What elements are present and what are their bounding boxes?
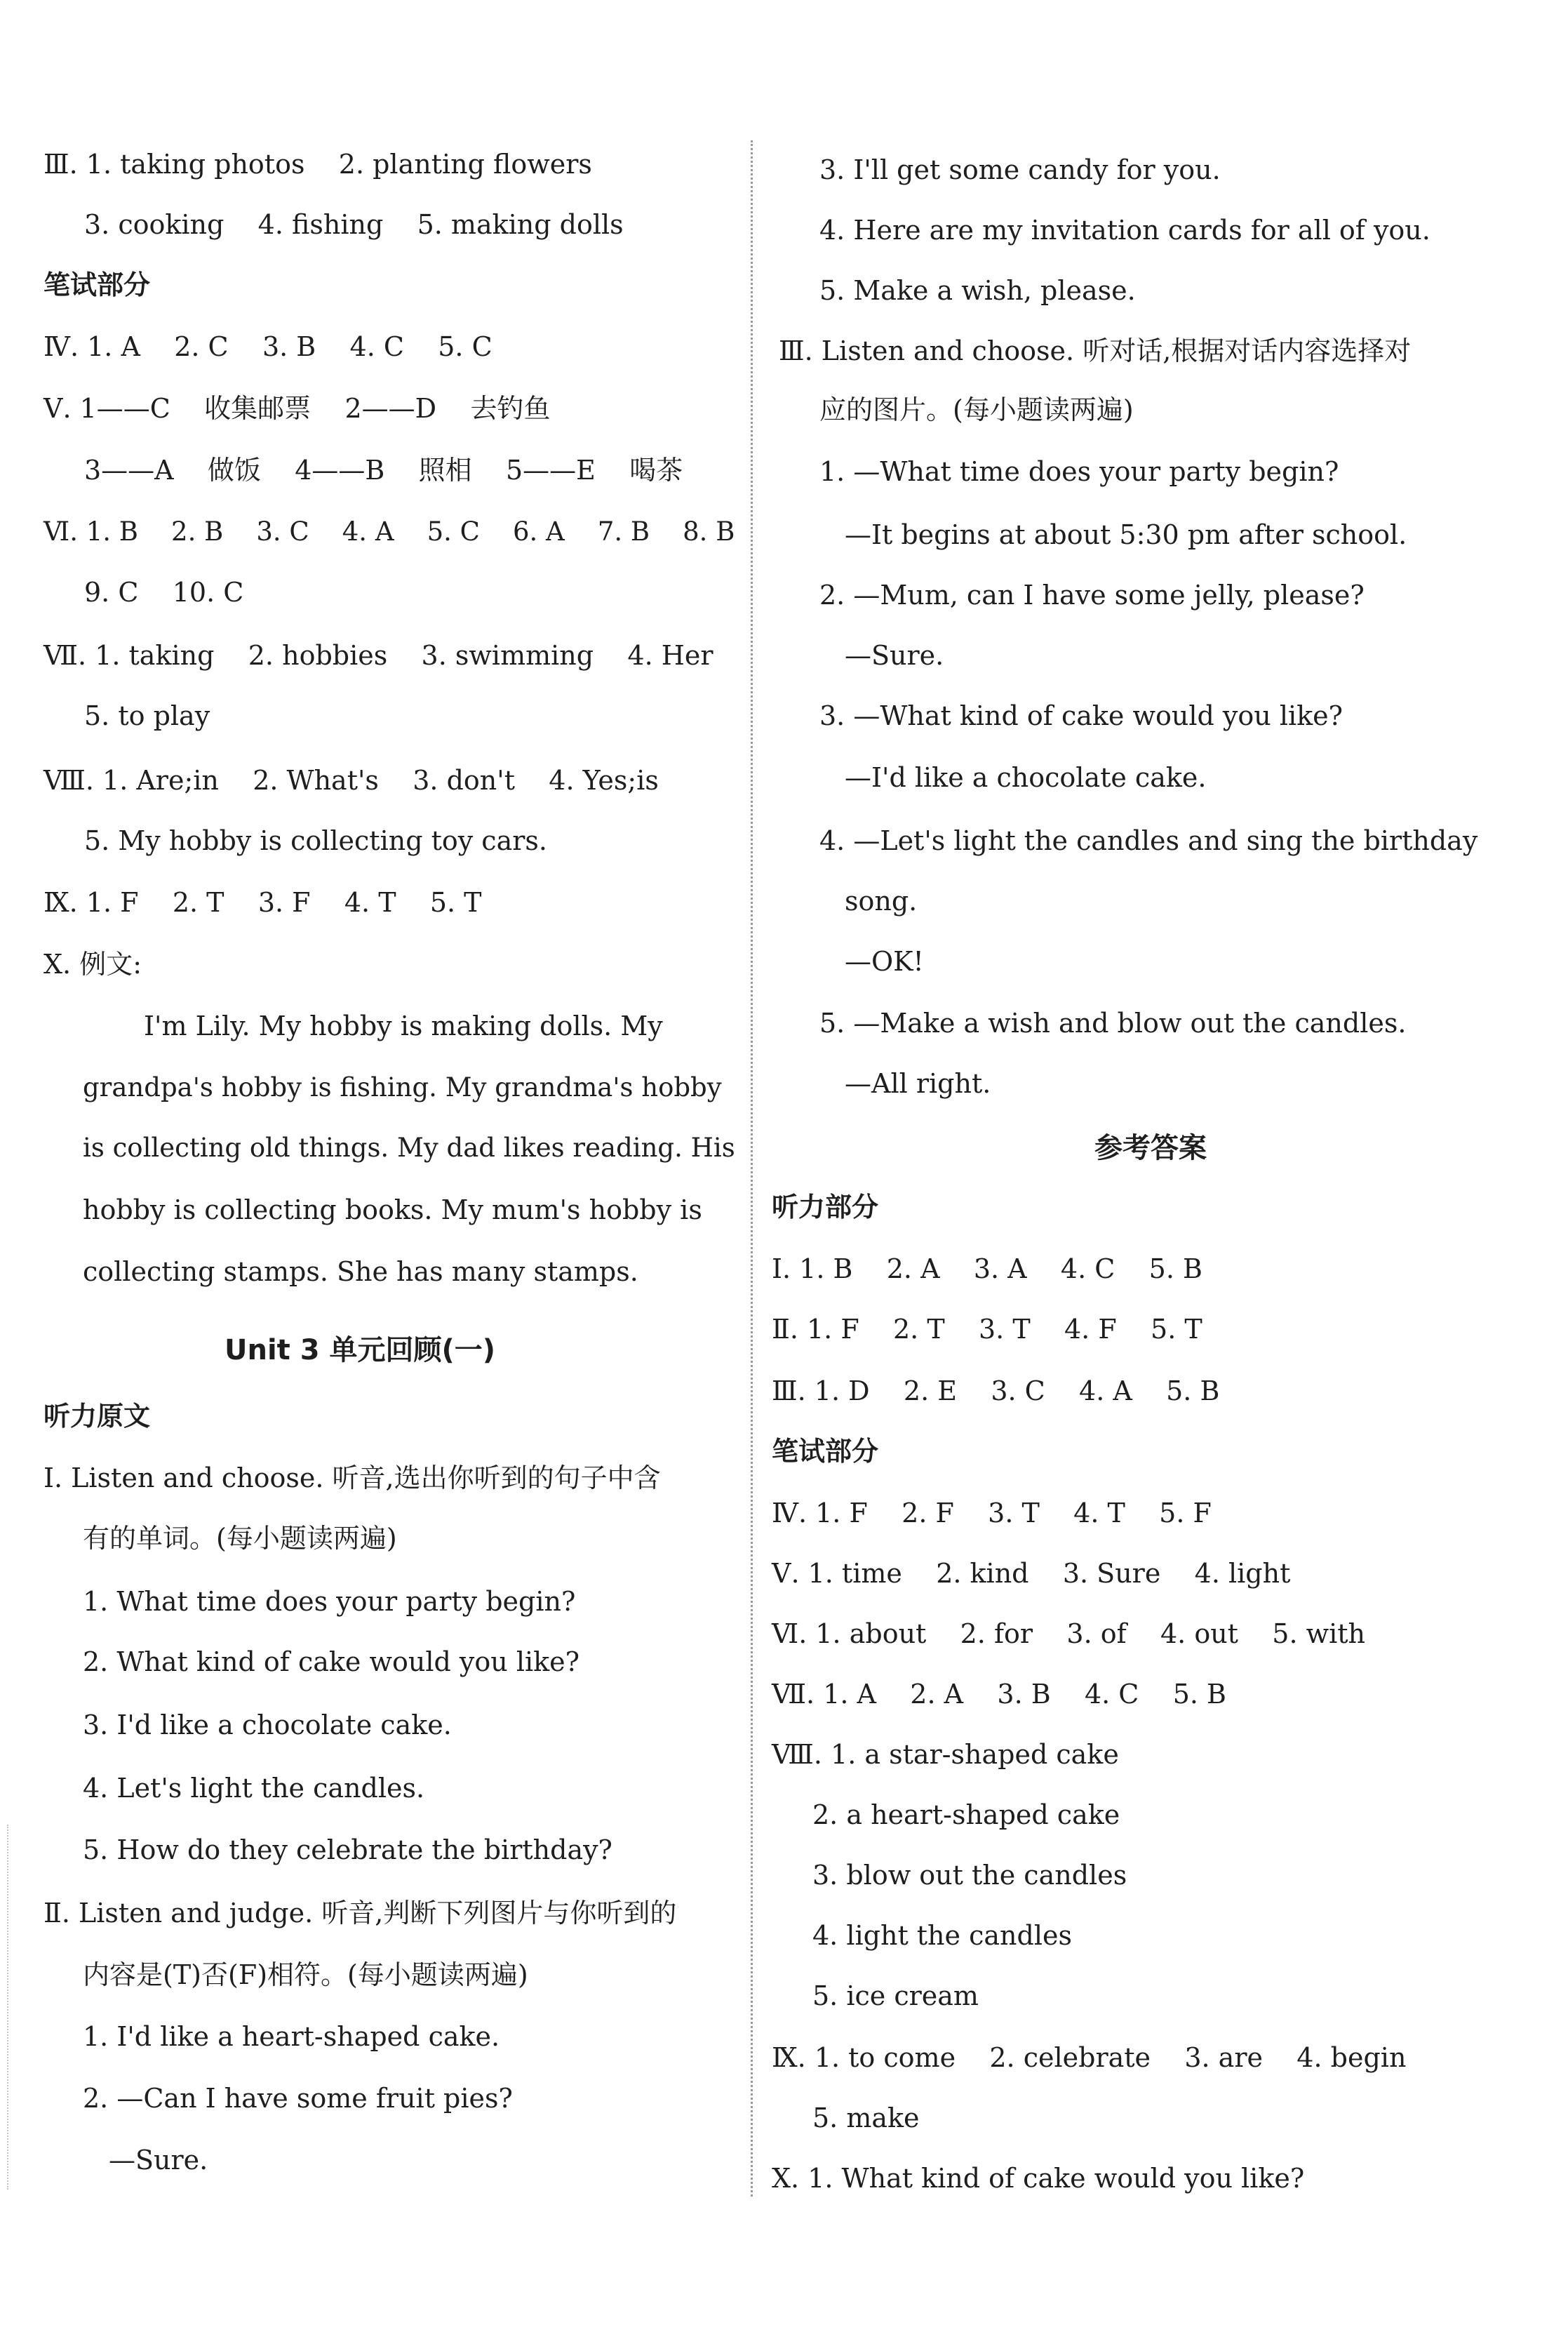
script-1-item-2: 2. What kind of cake would you like? <box>83 1646 580 1677</box>
line-5-2: 3——A 做饭 4——B 照相 5——E 喝茶 <box>84 455 683 486</box>
script-2-item-4: 4. Here are my invitation cards for all of you. <box>819 215 1430 246</box>
script-3-item-4-reply: —OK! <box>845 946 924 977</box>
answer-10-1: Ⅹ. 1. What kind of cake would you like? <box>772 2163 1305 2194</box>
essay-line-1: I'm Lily. My hobby is making dolls. My <box>144 1011 663 1041</box>
essay-line-2: grandpa's hobby is fishing. My grandma's hobby <box>83 1072 722 1102</box>
answer-8-3: 3. blow out the candles <box>812 1860 1127 1891</box>
answer-4: Ⅳ. 1. F 2. F 3. T 4. T 5. F <box>772 1498 1212 1528</box>
column-divider <box>751 140 753 2197</box>
line-3-1: Ⅲ. 1. taking photos 2. planting flowers <box>43 149 592 180</box>
left-column <box>0 0 744 2332</box>
script-1-instruction-2: 有的单词。(每小题读两遍) <box>83 1523 397 1554</box>
script-3-item-4: 4. —Let's light the candles and sing the birthday <box>819 825 1478 856</box>
script-2-instruction-2: 内容是(T)否(F)相符。(每小题读两遍) <box>83 1959 528 1990</box>
script-3-item-3-reply: —I'd like a chocolate cake. <box>845 762 1207 793</box>
page-edge-mark <box>7 1825 8 2190</box>
script-2-instruction-1: Ⅱ. Listen and judge. 听音,判断下列图片与你听到的 <box>43 1898 677 1928</box>
script-3-item-4-cont: song. <box>845 886 918 917</box>
answer-3: Ⅲ. 1. D 2. E 3. C 4. A 5. B <box>772 1375 1220 1406</box>
answer-8-2: 2. a heart-shaped cake <box>812 1799 1120 1830</box>
script-2-item-5: 5. Make a wish, please. <box>819 275 1136 306</box>
script-3-instruction-1: Ⅲ. Listen and choose. 听对话,根据对话内容选择对 <box>779 335 1412 366</box>
line-4: Ⅳ. 1. A 2. C 3. B 4. C 5. C <box>43 331 492 362</box>
script-3-item-2-reply: —Sure. <box>845 640 944 671</box>
script-3-instruction-2: 应的图片。(每小题读两遍) <box>819 394 1134 425</box>
answer-8-5: 5. ice cream <box>812 1980 979 2011</box>
script-2-item-3: 3. I'll get some candy for you. <box>819 154 1221 185</box>
line-7-2: 5. to play <box>84 700 210 731</box>
answer-9-2: 5. make <box>812 2103 920 2133</box>
script-2-item-2: 2. —Can I have some fruit pies? <box>83 2083 513 2114</box>
line-8-1: Ⅷ. 1. Are;in 2. What's 3. don't 4. Yes;is <box>43 765 659 796</box>
line-9: Ⅸ. 1. F 2. T 3. F 4. T 5. T <box>43 887 482 918</box>
answer-7: Ⅶ. 1. A 2. A 3. B 4. C 5. B <box>772 1679 1226 1710</box>
line-3-2: 3. cooking 4. fishing 5. making dolls <box>84 209 624 240</box>
line-10-label: Ⅹ. 例文: <box>43 949 142 980</box>
script-3-item-1-reply: —It begins at about 5:30 pm after school. <box>845 519 1407 550</box>
line-5-1: Ⅴ. 1——C 收集邮票 2——D 去钓鱼 <box>43 393 551 424</box>
script-1-item-1: 1. What time does your party begin? <box>83 1586 576 1617</box>
script-3-item-1: 1. —What time does your party begin? <box>819 456 1339 487</box>
answers-title: 参考答案 <box>1094 1132 1207 1164</box>
script-2-item-2-reply: —Sure. <box>109 2145 208 2176</box>
script-1-item-5: 5. How do they celebrate the birthday? <box>83 1834 612 1865</box>
script-3-item-2: 2. —Mum, can I have some jelly, please? <box>819 580 1365 611</box>
script-3-item-5-reply: —All right. <box>845 1068 991 1099</box>
section-heading-written: 笔试部分 <box>43 269 151 300</box>
section-heading-listening: 听力部分 <box>772 1192 879 1222</box>
answer-8-1: Ⅷ. 1. a star-shaped cake <box>772 1739 1119 1770</box>
section-heading-listening-script: 听力原文 <box>43 1401 151 1432</box>
line-6-2: 9. C 10. C <box>84 577 244 608</box>
script-1-item-3: 3. I'd like a chocolate cake. <box>83 1710 452 1740</box>
answer-2: Ⅱ. 1. F 2. T 3. T 4. F 5. T <box>772 1314 1202 1345</box>
essay-line-3: is collecting old things. My dad likes reading. His <box>83 1133 735 1163</box>
answer-8-4: 4. light the candles <box>812 1920 1072 1951</box>
essay-line-5: collecting stamps. She has many stamps. <box>83 1256 638 1287</box>
essay-line-4: hobby is collecting books. My mum's hobby is <box>83 1194 702 1225</box>
script-1-instruction-1: Ⅰ. Listen and choose. 听音,选出你听到的句子中含 <box>43 1463 661 1493</box>
script-3-item-5: 5. —Make a wish and blow out the candles. <box>819 1008 1407 1039</box>
unit-title: Unit 3 单元回顾(一) <box>225 1334 496 1366</box>
script-2-item-1: 1. I'd like a heart-shaped cake. <box>83 2021 500 2052</box>
line-7-1: Ⅶ. 1. taking 2. hobbies 3. swimming 4. Her <box>43 640 713 671</box>
answer-9-1: Ⅸ. 1. to come 2. celebrate 3. are 4. begin <box>772 2042 1407 2073</box>
script-3-item-3: 3. —What kind of cake would you like? <box>819 700 1343 731</box>
line-8-2: 5. My hobby is collecting toy cars. <box>84 825 547 856</box>
answer-6: Ⅵ. 1. about 2. for 3. of 4. out 5. with <box>772 1618 1366 1649</box>
right-column <box>758 0 1564 2332</box>
line-6-1: Ⅵ. 1. B 2. B 3. C 4. A 5. C 6. A 7. B 8. B <box>43 517 735 547</box>
script-1-item-4: 4. Let's light the candles. <box>83 1773 425 1804</box>
answer-5: Ⅴ. 1. time 2. kind 3. Sure 4. light <box>772 1558 1291 1589</box>
section-heading-written-answers: 笔试部分 <box>772 1436 879 1467</box>
answer-1: Ⅰ. 1. B 2. A 3. A 4. C 5. B <box>772 1253 1202 1284</box>
